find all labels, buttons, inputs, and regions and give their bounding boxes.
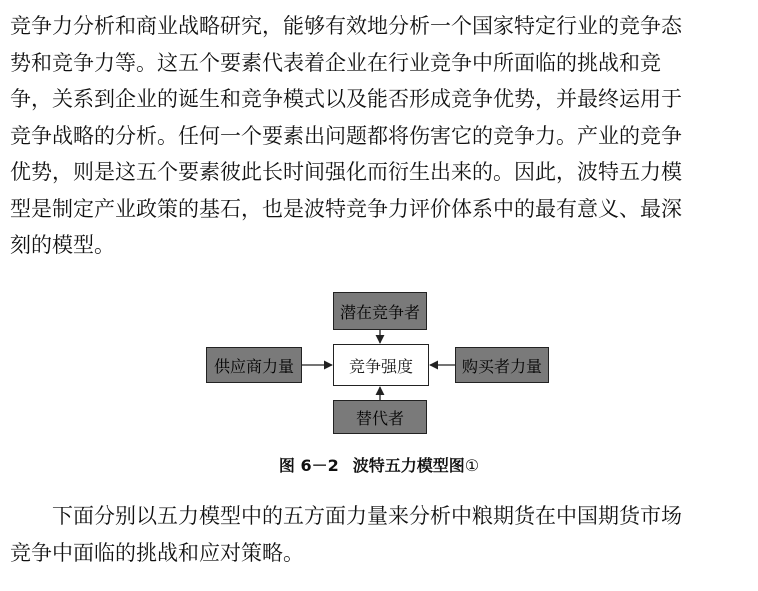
text-line: 优势，则是这五个要素彼此长时间强化而衍生出来的。因此，波特五力模 [10,160,682,184]
closing-paragraph [10,498,750,571]
potential-entrants-box: 潜在竞争者 [333,292,427,330]
text-line: 刻的模型。 [10,233,115,257]
competitive-rivalry-box: 竞争强度 [333,344,429,386]
figure-number: 图 6－2 [278,456,339,475]
buyer-power-box: 购买者力量 [455,347,549,383]
text-line: 势和竞争力等。这五个要素代表着企业在行业竞争中所面临的挑战和竞 [10,50,661,75]
text-line: 争，关系到企业的诞生和竞争模式以及能否形成竞争优势，并最终运用于 [10,87,682,111]
text-line: 竞争力分析和商业战略研究，能够有效地分析一个国家特定行业的竞争态 [10,14,682,38]
substitutes-box: 替代者 [333,400,427,434]
figure-title: 波特五力模型图 [352,456,465,475]
text-line: 竞争战略的分析。任何一个要素出问题都将伤害它的竞争力。产业的竞争 [10,123,682,148]
text-line: 下面分别以五力模型中的五方面力量来分析中粮期货在中国期货市场 [52,504,682,528]
text-line: 竞争中面临的挑战和应对策略。 [10,540,304,565]
figure-caption [0,453,758,476]
supplier-power-box: 供应商力量 [206,347,302,383]
intro-paragraph [10,8,750,264]
footnote-mark: ① [464,456,480,475]
text-line: 型是制定产业政策的基石，也是波特竞争力评价体系中的最有意义、最深 [10,196,682,221]
